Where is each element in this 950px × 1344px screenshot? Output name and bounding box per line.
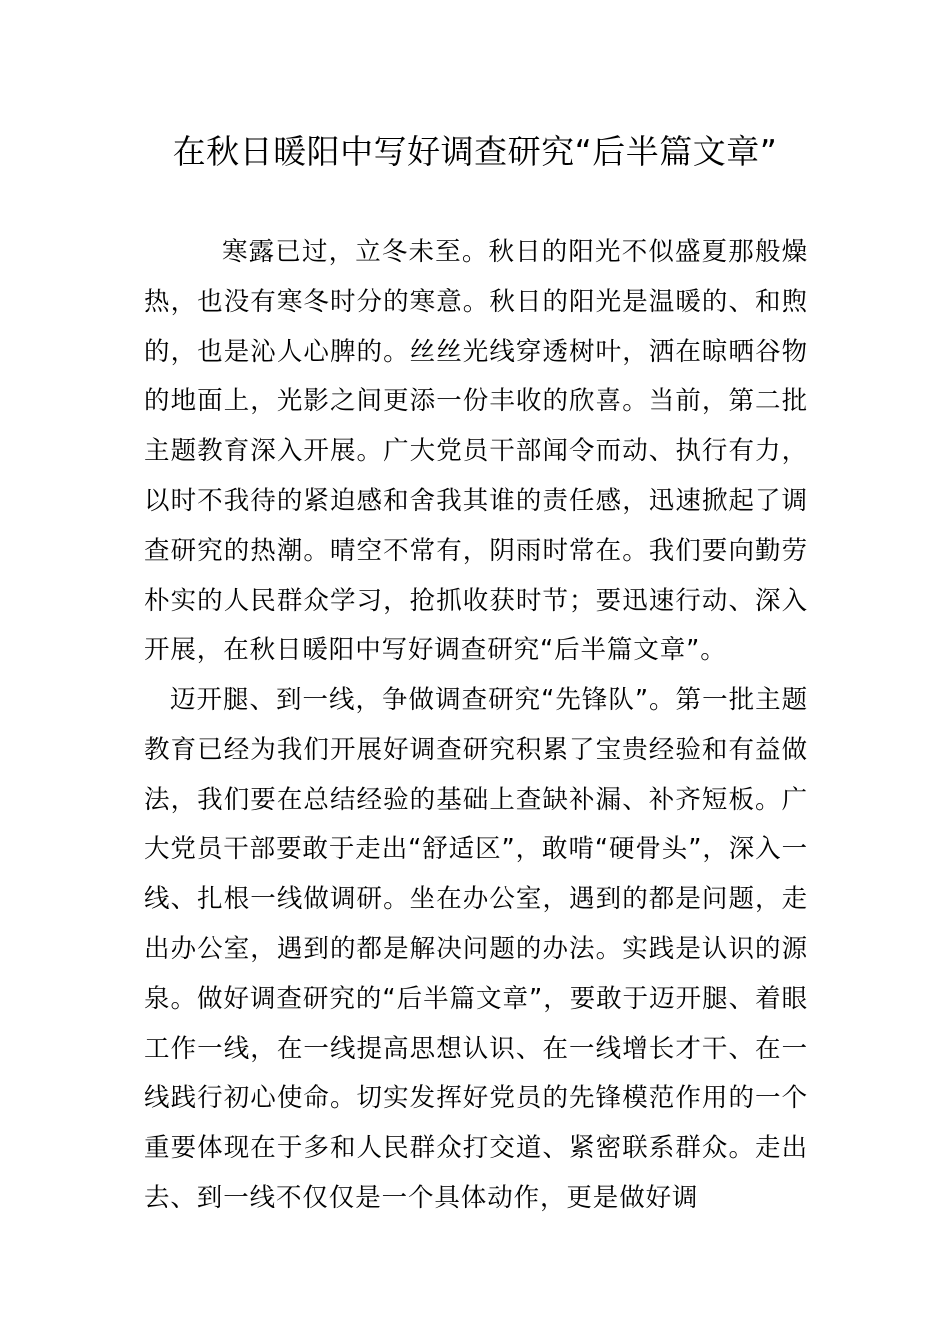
document-title: 在秋日暖阳中写好调查研究“后半篇文章” [172, 132, 778, 171]
paragraph-2: 迈开腿、到一线，争做调查研究“先锋队”。第一批主题教育已经为我们开展好调查研究积累了宝贵经验和有益做法，我们要在总结经验的基础上查缺补漏、补齐短板。广大党员干部要敢于走出“舒适区”，敢啃“硬骨头”，深入一线、扎根一线做调研。坐在办公室，遇到的都是问题，走出办公室，遇到的都是解决问题的办法。实践是认识的源泉。做好调查研究的“后半篇文章”，要敢于迈开腿、着眼工作一线，在一线提高思想认识、在一线增长才干、在一线践行初心使命。切实发挥好党员的先锋模范作用的一个重要体现在于多和人民群众打交道、紧密联系群众。走出去、到一线不仅仅是一个具体动作，更是做好调 [144, 685, 808, 1213]
paragraph-1: 寒露已过，立冬未至。秋日的阳光不似盛夏那般燥热，也没有寒冬时分的寒意。秋日的阳光是温暖的、和煦的，也是沁人心脾的。丝丝光线穿透树叶，洒在晾晒谷物的地面上，光影之间更添一份丰收的欣喜。当前，第二批主题教育深入开展。广大党员干部闻令而动、执行有力，以时不我待的紧迫感和舍我其谁的责任感，迅速掀起了调查研究的热潮。晴空不常有，阴雨时常在。我们要向勤劳朴实的人民群众学习，抢抓收获时节；要迅速行动、深入开展，在秋日暖阳中写好调查研究“后半篇文章”。 [144, 237, 808, 666]
